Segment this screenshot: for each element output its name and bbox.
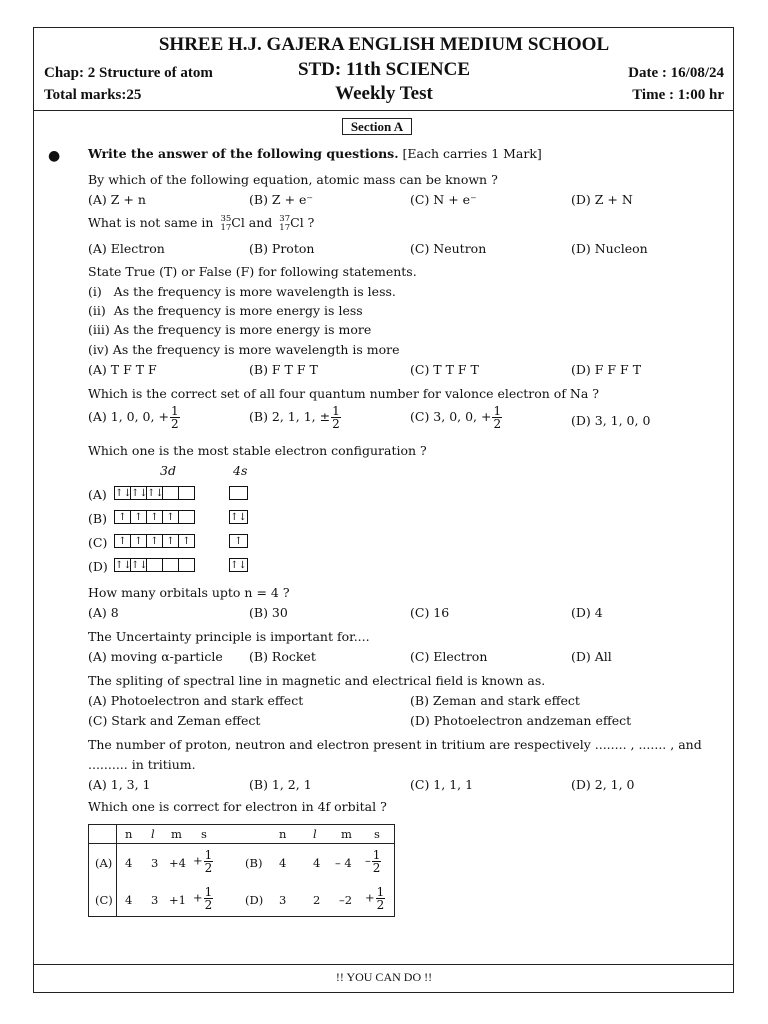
q9-option-a: (A) 1, 3, 1: [88, 777, 151, 792]
row-a-n: 4: [125, 856, 133, 870]
q3-option-a: (A) T F T F: [88, 362, 157, 377]
orbital-box: ↑: [162, 510, 179, 524]
q2-text: What is not same in: [88, 215, 214, 230]
orbital-box: ↑: [114, 510, 131, 524]
4s-orbital-box: [229, 534, 247, 548]
sign: +: [193, 853, 203, 868]
row-a-label: (A): [95, 856, 113, 870]
instruction-bold: Write the answer of the following questions.: [88, 146, 399, 161]
bullet-icon: ●: [48, 148, 61, 164]
fraction-denominator: 2: [332, 417, 340, 431]
fraction-denominator: 2: [204, 898, 213, 912]
q4-option-b: [249, 405, 341, 430]
orbital-box: ↑↓: [131, 488, 148, 499]
3d-orbital-boxes: [114, 510, 194, 524]
instruction-rest: [Each carries 1 Mark]: [398, 146, 542, 161]
row-a-l: 3: [151, 856, 159, 870]
sign: +: [193, 890, 203, 905]
q5-option-b: (B): [88, 511, 107, 526]
fraction-denominator: 2: [170, 417, 179, 431]
q8-option-a: (A) Photoelectron and stark effect: [88, 693, 304, 708]
isotope-1-mass: 35: [220, 214, 232, 224]
row-c-l: 3: [151, 893, 159, 907]
col-l: l: [151, 827, 155, 841]
fraction-half: [492, 405, 502, 430]
q4-option-c-text: (C) 3, 0, 0, +: [410, 409, 492, 424]
row-c-m: +1: [169, 893, 186, 907]
q3-statement-1: (i) As the frequency is more wavelength is less.: [88, 284, 396, 299]
q5-option-c: (C): [88, 535, 108, 550]
fraction-numerator: 1: [204, 848, 213, 862]
q4-option-d: (D) 3, 1, 0, 0: [571, 413, 651, 428]
fraction-numerator: 1: [332, 404, 340, 418]
col-m: m: [171, 827, 182, 841]
row-c-label: (C): [95, 893, 113, 907]
q2-option-c: (C) Neutron: [410, 241, 487, 256]
col-n: n: [279, 827, 287, 841]
orbital-box: ↑↓: [115, 488, 132, 499]
orbital-box: [178, 558, 195, 572]
isotope-1: [220, 215, 231, 232]
fraction-numerator: 1: [372, 848, 381, 862]
row-d-label: (D): [245, 893, 264, 907]
q4-option-c: [410, 405, 502, 430]
q6-option-d: (D) 4: [571, 605, 603, 620]
3d-orbital-boxes: [114, 534, 194, 548]
isotope-2-number: 17: [279, 222, 291, 233]
q8-option-c: (C) Stark and Zeman effect: [88, 713, 261, 728]
row-a-m: +4: [169, 856, 186, 870]
question-2: [88, 215, 314, 232]
orbital-box: ↑↓: [115, 560, 132, 571]
row-b-s: [365, 849, 381, 874]
row-c-s: [193, 886, 213, 911]
orbital-box: [229, 486, 248, 500]
q1-option-d: (D) Z + N: [571, 192, 633, 207]
std-label: STD: 11th SCIENCE: [297, 59, 471, 80]
table-header-divider: [89, 843, 394, 844]
orbital-box: [162, 558, 179, 572]
question-5: Which one is the most stable electron configuration ?: [88, 443, 427, 458]
q3-option-b: (B) F T F T: [249, 362, 318, 377]
orbital-box: ↑: [178, 534, 195, 548]
orbital-4s-label: 4s: [233, 463, 248, 478]
q4-option-b-text: (B) 2, 1, 1, ±: [249, 409, 331, 424]
date-label: Date : 16/08/24: [628, 65, 724, 81]
q8-option-d: (D) Photoelectron andzeman effect: [410, 713, 632, 728]
isotope-2-mass: 37: [279, 214, 291, 224]
question-4: Which is the correct set of all four quantum number for valonce electron of Na ?: [88, 386, 599, 401]
4s-orbital-box: [229, 510, 247, 524]
col-s: s: [374, 827, 380, 841]
question-7: The Uncertainty principle is important for....: [88, 629, 370, 644]
4s-orbital-box: [229, 558, 247, 572]
orbital-box: ↑: [146, 510, 163, 524]
footer-message: !! YOU CAN DO !!: [335, 970, 433, 984]
row-b-m: – 4: [335, 856, 352, 870]
total-marks: Total marks:25: [44, 87, 142, 103]
q3-statement-2: (ii) As the frequency is more energy is less: [88, 303, 363, 318]
fraction-denominator: 2: [376, 898, 385, 912]
fraction-half: [204, 849, 214, 874]
fraction-half: [170, 405, 180, 430]
orbital-box: ↑: [146, 534, 163, 548]
q3-statement-4: (iv) As the frequency is more wavelength is more: [88, 342, 400, 357]
q7-option-d: (D) All: [571, 649, 612, 664]
row-d-l: 2: [313, 893, 321, 907]
quantum-number-table: [88, 824, 395, 917]
q5-option-d: (D): [88, 559, 108, 574]
fraction-denominator: 2: [204, 861, 213, 875]
q1-option-b: (B) Z + e⁻: [249, 192, 314, 207]
fraction-half: [331, 405, 341, 430]
q7-option-b: (B) Rocket: [249, 649, 316, 664]
q8-option-b: (B) Zeman and stark effect: [410, 693, 580, 708]
col-n: n: [125, 827, 133, 841]
col-l: l: [313, 827, 317, 841]
q7-option-c: (C) Electron: [410, 649, 488, 664]
q3-option-d: (D) F F F T: [571, 362, 642, 377]
isotope-2-symbol: Cl ?: [290, 215, 315, 230]
row-b-label: (B): [245, 856, 263, 870]
question-10: Which one is correct for electron in 4f orbital ?: [88, 799, 387, 814]
3d-orbital-boxes: [114, 486, 194, 500]
q4-option-a-text: (A) 1, 0, 0, +: [88, 409, 169, 424]
q2-option-b: (B) Proton: [249, 241, 315, 256]
fraction-half: [372, 849, 382, 874]
time-label: Time : 1:00 hr: [632, 87, 724, 103]
row-d-n: 3: [279, 893, 287, 907]
row-b-l: 4: [313, 856, 321, 870]
row-c-n: 4: [125, 893, 133, 907]
question-1: By which of the following equation, atomic mass can be known ?: [88, 172, 498, 187]
orbital-box: ↑: [130, 534, 147, 548]
row-b-n: 4: [279, 856, 287, 870]
orbital-box: ↑↓: [147, 488, 164, 499]
instruction: [88, 146, 542, 161]
q6-option-c: (C) 16: [410, 605, 450, 620]
table-label-divider: [116, 825, 117, 916]
orbital-3d-label: 3d: [160, 463, 176, 478]
q9-option-b: (B) 1, 2, 1: [249, 777, 312, 792]
4s-orbital-box: [229, 486, 247, 500]
3d-orbital-boxes: [114, 558, 194, 572]
fraction-half: [376, 886, 386, 911]
q1-option-c: (C) N + e⁻: [410, 192, 477, 207]
col-m: m: [341, 827, 352, 841]
isotope-1-symbol: Cl and: [231, 215, 273, 230]
col-s: s: [201, 827, 207, 841]
fraction-half: [204, 886, 214, 911]
footer-divider: [33, 964, 734, 965]
q4-option-a: [88, 405, 180, 430]
orbital-box: ↑↓: [230, 560, 247, 571]
q2-option-d: (D) Nucleon: [571, 241, 648, 256]
question-6: How many orbitals upto n = 4 ?: [88, 585, 290, 600]
isotope-1-number: 17: [220, 222, 232, 233]
orbital-box: ↑↓: [230, 512, 247, 523]
test-type: Weekly Test: [335, 83, 433, 104]
q7-option-a: (A) moving α-particle: [88, 649, 223, 664]
fraction-numerator: 1: [376, 885, 385, 899]
fraction-denominator: 2: [493, 417, 502, 431]
school-name: SHREE H.J. GAJERA ENGLISH MEDIUM SCHOOL: [158, 34, 610, 55]
question-9-line-2: .......... in tritium.: [88, 757, 196, 772]
header-divider: [33, 110, 734, 111]
q2-option-a: (A) Electron: [88, 241, 165, 256]
orbital-box: ↑↓: [131, 560, 148, 571]
question-3: State True (T) or False (F) for following statements.: [88, 264, 417, 279]
sign: –: [365, 853, 371, 868]
q9-option-d: (D) 2, 1, 0: [571, 777, 635, 792]
orbital-box: ↑: [229, 534, 248, 548]
fraction-numerator: 1: [204, 885, 213, 899]
orbital-box: [178, 486, 195, 500]
q6-option-b: (B) 30: [249, 605, 288, 620]
fraction-numerator: 1: [493, 404, 502, 418]
q9-option-c: (C) 1, 1, 1: [410, 777, 474, 792]
row-d-s: [365, 886, 385, 911]
row-a-s: [193, 849, 213, 874]
orbital-box: ↑: [130, 510, 147, 524]
chapter-label: Chap: 2 Structure of atom: [44, 65, 213, 81]
sign: +: [365, 890, 375, 905]
q6-option-a: (A) 8: [88, 605, 119, 620]
orbital-box: [162, 486, 179, 500]
q3-option-c: (C) T T F T: [410, 362, 479, 377]
q3-statement-3: (iii) As the frequency is more energy is more: [88, 322, 372, 337]
isotope-2: [279, 215, 290, 232]
section-title: Section A: [342, 118, 412, 135]
orbital-box: ↑: [162, 534, 179, 548]
orbital-box: [146, 558, 163, 572]
fraction-numerator: 1: [170, 404, 179, 418]
fraction-denominator: 2: [372, 861, 381, 875]
row-d-m: –2: [339, 893, 353, 907]
q1-option-a: (A) Z + n: [88, 192, 146, 207]
q5-option-a: (A): [88, 487, 107, 502]
question-9-line-1: The number of proton, neutron and electron present in tritium are respectively ........ , ....... , and: [88, 737, 702, 752]
question-8: The spliting of spectral line in magnetic and electrical field is known as.: [88, 673, 546, 688]
orbital-box: [178, 510, 195, 524]
orbital-box: ↑: [114, 534, 131, 548]
